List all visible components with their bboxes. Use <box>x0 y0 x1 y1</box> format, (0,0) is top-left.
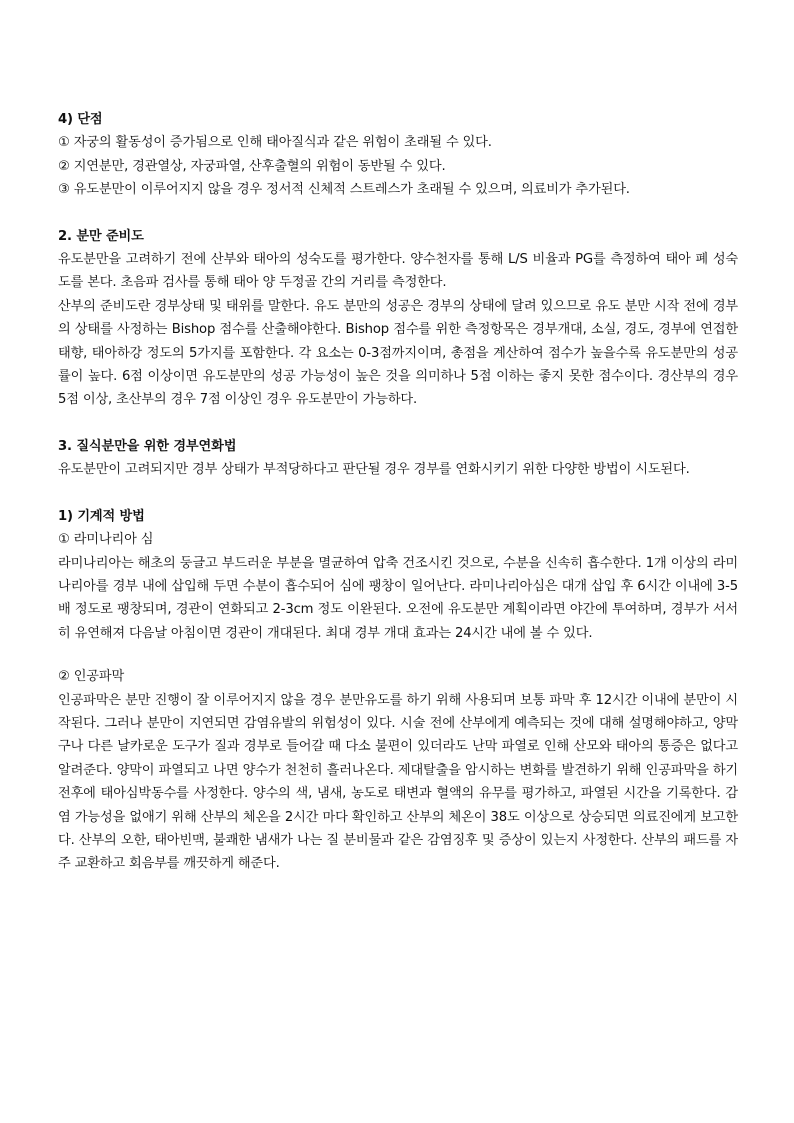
subsection-heading-mechanical: 1) 기계적 방법 <box>58 508 145 524</box>
spacer <box>58 482 738 505</box>
paragraph: 유도분만이 고려되지만 경부 상태가 부적당하다고 판단될 경우 경부를 연화시키기 위한 다양한 방법이 시도된다. <box>58 462 690 478</box>
list-item: ③ 유도분만이 이루어지지 않을 경우 정서적 신체적 스트레스가 초래될 수 있으며, 의료비가 추가된다. <box>58 182 630 198</box>
spacer <box>58 412 738 435</box>
paragraph: 인공파막은 분만 진행이 잘 이루어지지 않을 경우 분만유도를 하기 위해 사용되며 보통 파막 후 12시간 이내에 분만이 시작된다. 그러나 분만이 지연되면 감염유발의 위험성이 있다. 시술 전에 산부에게 예측되는 것에 대해 설명해야하고, 양막구나 다른 날카로운 도구가 질과 경부로 들어갈 때 다소 불편이 있더라도 난막 파열로 인해 산모와 태아의 통증은 없다고 알려준다. 양막이 파열되고 나면 양수가 천천히 흘러나온다. 제대탈출을 암시하는 변화를 발견하기 위해 인공파막을 하기 전후에 태아심박동수를 사정한다. 양수의 색, 냄새, 농도로 태변과 혈액의 유무를 평가하고, 파열된 시간을 기록한다. 감염 가능성을 없애기 위해 산부의 체온을 2시간 마다 확인하고 산부의 체온이 38도 이상으로 상승되면 의료진에게 보고한다. 산부의 오한, 태아빈맥, 불쾌한 냄새가 나는 질 분비물과 같은 감염징후 및 증상이 있는지 사정한다. 산부의 패드를 자주 교환하고 회음부를 깨끗하게 해준다. <box>58 692 738 872</box>
list-item: ① 자궁의 활동성이 증가됨으로 인해 태아질식과 같은 위험이 초래될 수 있다. <box>58 135 492 151</box>
section-heading-readiness: 2. 분만 준비도 <box>58 228 144 244</box>
section-heading-cervical-ripening: 3. 질식분만을 위한 경부연화법 <box>58 438 237 454</box>
paragraph: 유도분만을 고려하기 전에 산부와 태아의 성숙도를 평가한다. 양수천자를 통해 L/S 비율과 PG를 측정하여 태아 폐 성숙도를 본다. 초음파 검사를 통해 태아 양 두정골 간의 거리를 측정한다. <box>58 252 738 291</box>
item-title-laminaria: ① 라미나리아 심 <box>58 532 154 548</box>
paragraph: 라미나리아는 해초의 둥글고 부드러운 부분을 멸균하여 압축 건조시킨 것으로, 수분을 신속히 흡수한다. 1개 이상의 라미나리아를 경부 내에 삽입해 두면 수분이 흡수되어 심에 팽창이 일어난다. 라미나리아심은 대개 삽입 후 6시간 이내에 3-5배 정도로 팽창되며, 경관이 연화되고 2-3cm 정도 이완된다. 오전에 유도분만 계획이라면 야간에 투여하며, 경부가 서서히 유연해져 다음날 아침이면 경관이 개대된다. 최대 경부 개대 효과는 24시간 내에 볼 수 있다. <box>58 555 738 641</box>
paragraph: 산부의 준비도란 경부상태 및 태위를 말한다. 유도 분만의 성공은 경부의 상태에 달려 있으므로 유도 분만 시작 전에 경부의 상태를 사정하는 Bishop 점수를 산출해야한다. Bishop 점수를 위한 측정항목은 경부개대, 소실, 경도, 경부에 연접한 태향, 태아하강 정도의 5가지를 포함한다. 각 요소는 0-3점까지이며, 총점을 계산하여 점수가 높을수록 유도분만의 성공률이 높다. 6점 이상이면 유도분만의 성공 가능성이 높은 것을 의미하나 5점 이하는 좋지 못한 점수이다. 경산부의 경우 5점 이상, 초산부의 경우 7점 이상인 경우 유도분만이 가능하다. <box>58 298 738 408</box>
section-heading-disadvantages: 4) 단점 <box>58 112 103 127</box>
spacer <box>58 202 738 225</box>
spacer <box>58 645 738 665</box>
item-title-amniotomy: ② 인공파막 <box>58 669 125 685</box>
document-page <box>58 108 738 876</box>
list-item: ② 지연분만, 경관열상, 자궁파열, 산후출혈의 위험이 동반될 수 있다. <box>58 158 446 174</box>
